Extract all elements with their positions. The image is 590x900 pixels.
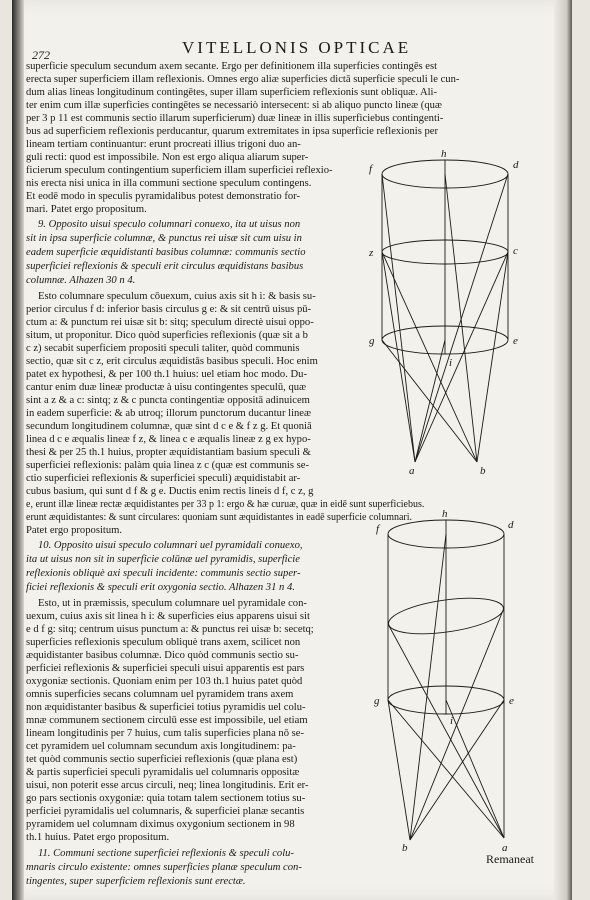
text-line: Esto columnare speculum cōuexum, cuius axis sit h i: & basis su- xyxy=(38,291,316,302)
ray-a-f xyxy=(382,174,415,462)
text-line: c z) secabit superficiem propositi speculi taliter, quòd communis xyxy=(26,343,300,354)
proposition-10-line: ficiei reflexionis & speculi erit oxygonia sectio. Alhazen 31 n 4. xyxy=(26,582,295,593)
label-a: a xyxy=(502,842,508,854)
proposition-9-line: superficiei reflexionis & speculi erit circulus æquidistans basibus xyxy=(26,261,304,272)
text-line: patet ex hypothesi, & per 100 th.1 huius: uel etiam hoc modo. Du- xyxy=(26,369,307,380)
label-i: i xyxy=(450,715,454,727)
text-line: linea d c e æqualis lineæ f z, & linea c e æqualis lineæ z g ex hypo- xyxy=(26,434,311,445)
ray-b-c xyxy=(477,252,508,462)
label-f: f xyxy=(376,523,380,535)
label-a: a xyxy=(409,465,415,477)
label-h: h xyxy=(441,148,447,160)
label-d: d xyxy=(508,519,514,531)
figure-oblique-section xyxy=(370,508,540,853)
ray-a-i xyxy=(446,700,504,838)
text-line: Et eodē modo in speculis pyramidalibus potest demonstratio for- xyxy=(26,191,300,202)
text-line: ficierum speculum contingentium superficiem illam superficiei reflexio- xyxy=(26,165,333,176)
page-edge-shadow xyxy=(554,0,572,900)
ray-a-z xyxy=(382,252,415,462)
text-line: perficiei pyramidalis uel columnaris, & superficiei planæ secantis xyxy=(26,806,305,817)
proposition-11-line: mnaris circulo existente: omnes superficies planæ speculum con- xyxy=(26,862,302,873)
text-line: dum alias lineas longitudinum contingētes, super illam superficiem reflexionis sunt obliquæ. Ali- xyxy=(26,87,438,98)
text-line: oxygoniæ sectionis. Quoniam enim per 103 th.1 huius patet quòd xyxy=(26,676,303,687)
proposition-10-line: reflexionis obliquè axi speculi incidente: communis sectio super- xyxy=(26,568,301,579)
text-line: erecta super superficiem illam reflexionis. Omnes ergo aliæ superficies dictā superficie speculi le cun- xyxy=(26,74,460,85)
proposition-9-line: sit in ipsa superficie columnæ, & punctus rei uisæ sit cum uisu in xyxy=(26,233,302,244)
label-g: g xyxy=(369,335,375,347)
figure-columnar-mirror xyxy=(357,148,537,478)
proposition-9-line: eadem superficie æquidistanti basibus columnæ: communis sectio xyxy=(26,247,306,258)
ray-a-g xyxy=(388,700,504,838)
label-b: b xyxy=(480,465,486,477)
proposition-11-line: 11. Communi sectione superficiei reflexionis & speculi colu- xyxy=(38,848,294,859)
proposition-11-line: tingentes, super superficiem reflexionis sunt erectæ. xyxy=(26,876,246,887)
text-line: lineam longitudinis per 7 huius, cum talis superficies plana nō se- xyxy=(26,728,305,739)
text-line: uexum, cuius axis sit linea h i: & superficies eius apparens uisui sit xyxy=(26,611,310,622)
text-line: æquidistanter basibus columnæ. Dico quòd communis sectio su- xyxy=(26,650,299,661)
running-head: VITELLONIS OPTICAE xyxy=(182,38,412,57)
text-line: cet pyramidem uel columnam secundum axis longitudinem: pa- xyxy=(26,741,296,752)
label-h: h xyxy=(442,508,448,520)
text-line: secundum longitudinem columnæ, quæ sint d c e & f z g. Et quoniā xyxy=(26,421,312,432)
text-line: ctum a: & punctum rei uisæ sit b: sitq; speculum directè uisui oppo- xyxy=(26,317,314,328)
text-line: perficiei reflexionis & superficiei speculi uisui apparentis est pars xyxy=(26,663,305,674)
text-line: cantur enim duæ lineæ productæ à uisu contingentes speculū, quæ xyxy=(26,382,307,393)
text-line: sectio, quæ sit c z, erit circulus æquidistās basibus speculi. Hoc enim xyxy=(26,356,318,367)
text-line: situm, ut proponitur. Dico quòd superficies reflexionis (quæ sit a b xyxy=(26,330,308,341)
proposition-10-line: ita ut uisus non sit in superficie colūnæ uel pyramidis, superficie xyxy=(26,554,300,565)
text-line: non æquidistanter basibus & superficiei totius pyramidis uel colu- xyxy=(26,702,306,713)
label-c: c xyxy=(513,245,518,257)
ray-b-g xyxy=(382,340,477,462)
label-f: f xyxy=(369,163,373,175)
text-line: perior circulus f d: inferior basis circulus g e: & sit centrū uisus pū- xyxy=(26,304,312,315)
label-e: e xyxy=(513,335,518,347)
text-line: & partis superficiei speculi pyramidalis uel columnaris oppositæ xyxy=(26,767,300,778)
text-line: Patet ergo propositum. xyxy=(26,525,123,536)
text-line: tet quòd communis sectio superficiei reflexionis (quæ plana est) xyxy=(26,754,298,765)
text-line: lineam tertiam continuantur: erunt procreati illius trigoni duo an- xyxy=(26,139,301,150)
label-g: g xyxy=(374,695,380,707)
text-line: guli recti: quod est impossibile. Non est ergo aliqua aliarum super- xyxy=(26,152,309,163)
text-line: Esto, ut in præmissis, speculum columnare uel pyramidale con- xyxy=(38,598,307,609)
text-line: superficies reflexionis speculum obliquè trans axem, scilicet non xyxy=(26,637,301,648)
text-line: go pars sectionis oxygoniæ: quia totam talem sectionem totius su- xyxy=(26,793,306,804)
text-line: mari. Patet ergo propositum. xyxy=(26,204,147,215)
proposition-9-line: columnæ. Alhazen 30 n 4. xyxy=(26,275,136,286)
text-line: nis erecta nisi unica in illa communi sectione speculum contingens. xyxy=(26,178,312,189)
text-line: ter enim cum illæ superficies contingētes se necessariò intersecent: si ab aliquo puncto lineæ (quæ xyxy=(26,100,442,111)
text-line: th.1 huius. Patet ergo propositum. xyxy=(26,832,170,843)
text-line: e, erunt illæ lineæ rectæ æquidistantes per 33 p 1: ergo & hæ curuæ, quæ in eidē sunt superficiebus. xyxy=(26,499,425,510)
text-line: in eadem superficie: & ab utroq; illorum punctorum ducantur lineæ xyxy=(26,408,312,419)
text-line: pyramidem uel columnam diximus oxygonium sectionem in 98 xyxy=(26,819,295,830)
label-e: e xyxy=(509,695,514,707)
text-line: per 3 p 11 est communis sectio illarum superficierum) duæ lineæ in illis superficiebus contingenti- xyxy=(26,113,444,124)
ray-a-d xyxy=(415,174,508,462)
ray-b-z xyxy=(382,252,477,462)
proposition-9-line: 9. Opposito uisui speculo columnari conuexo, ita ut uisus non xyxy=(38,219,301,230)
label-i: i xyxy=(449,357,453,369)
book-page xyxy=(12,0,572,900)
text-line: bus ad superficiem reflexionis perducantur, quarum extremitates in ipsa superficie reflexionis per xyxy=(26,126,438,137)
ray-b-g xyxy=(388,700,410,840)
binding-gutter xyxy=(12,0,24,900)
ray-a-c xyxy=(415,252,508,462)
text-line: omnis superficies secans columnam uel pyramidem trans axem xyxy=(26,689,294,700)
text-line: erunt æquidistantes: & sunt circulares: quoniam sunt æquidistantes in eadē superficie columnari. xyxy=(26,512,413,523)
ray-b-h xyxy=(445,174,477,462)
text-line: mnæ communem sectionem circulū esse est impossibile, uel etiam xyxy=(26,715,308,726)
proposition-10-line: 10. Opposito uisui speculo columnari uel pyramidali conuexo, xyxy=(38,540,303,551)
label-b: b xyxy=(402,842,408,854)
label-d: d xyxy=(513,159,519,171)
label-z: z xyxy=(369,247,374,259)
text-line: e d f g: sitq; centrum uisus punctum a: & punctus rei uisæ b: secetq; xyxy=(26,624,314,635)
text-line: superficiei reflexionis: palàm quia linea z c (quæ est communis se- xyxy=(26,460,310,471)
text-line: uisui, non poterit esse arcus circuli, neq; linea longitudinis. Erit er- xyxy=(26,780,309,791)
text-line: cubus basium, qui sunt d f & g e. Ductis enim rectis lineis d f, c z, g xyxy=(26,486,314,497)
text-line: superficie speculum secundum axem secante. Ergo per definitionem illa superficies contingēs est xyxy=(26,61,438,72)
text-line: sint a z & a c: sintq; z & c puncta contingentiæ oppositā adinuicem xyxy=(26,395,310,406)
catchword: Remaneat xyxy=(486,852,534,866)
text-line: thesi & per 25 th.1 huius, propter æquidistantiam basium speculi & xyxy=(26,447,311,458)
page-number: 272 xyxy=(32,48,50,62)
text-line: ctio superficiei reflexionis & superficiei speculi) æquidistabit ar- xyxy=(26,473,301,484)
